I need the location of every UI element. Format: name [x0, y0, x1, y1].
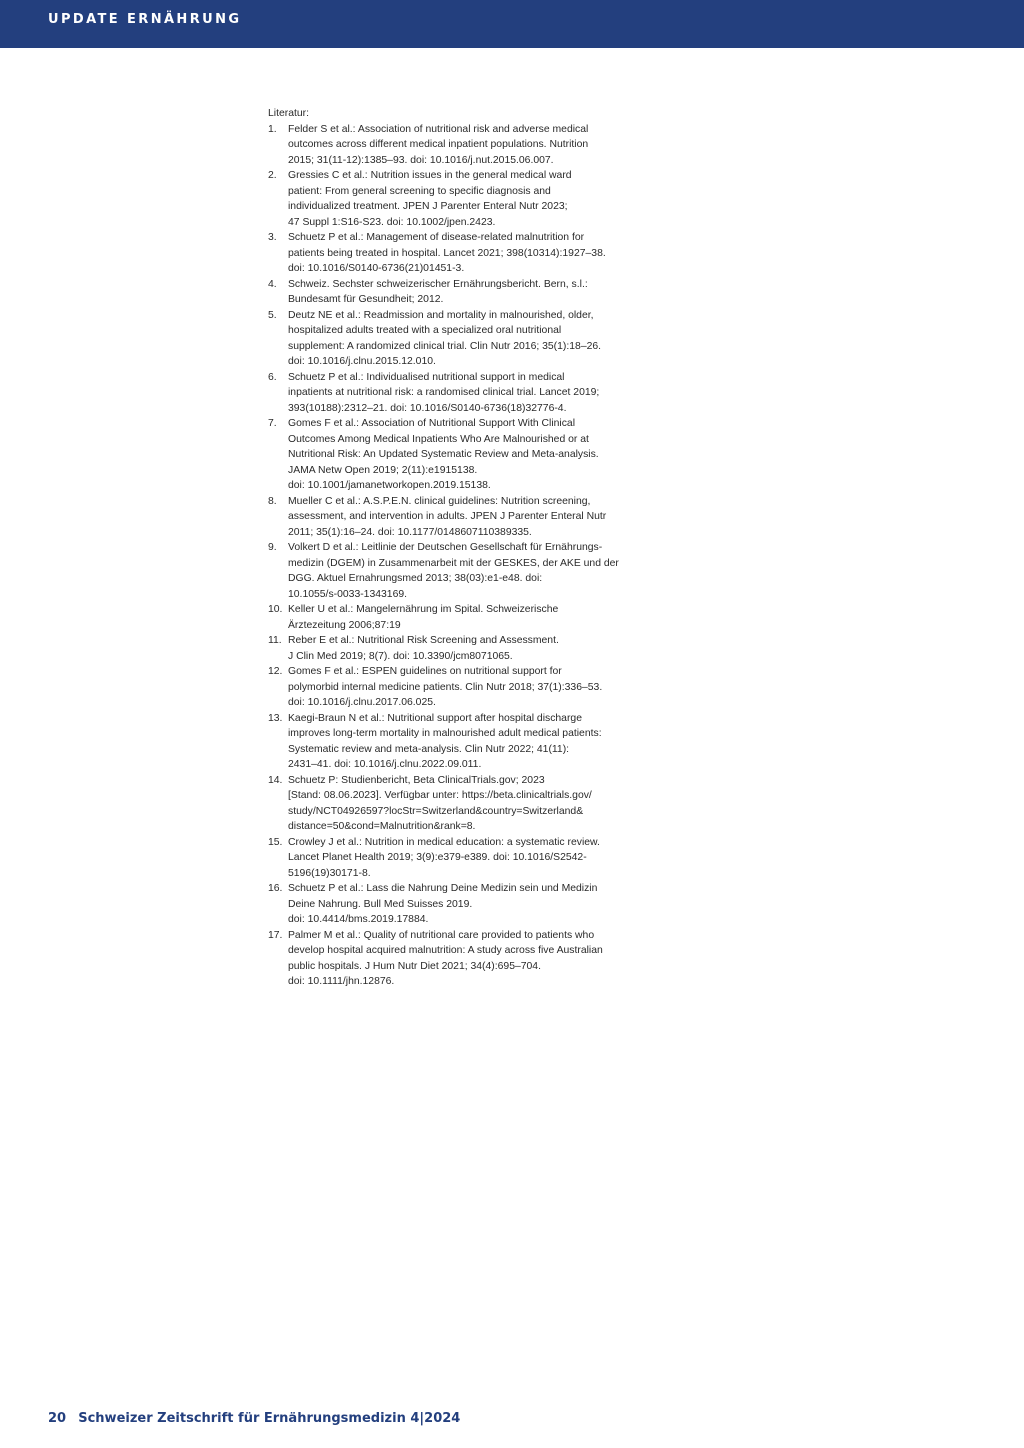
reference-number: 5. — [268, 309, 277, 321]
reference-text-line: improves long-term mortality in malnourished adult medical patients: — [288, 728, 602, 739]
reference-number: 10. — [268, 604, 283, 615]
reference-text-line: Gomes F et al.: Association of Nutritional Support With Clinical — [288, 418, 576, 429]
reference-text-line: distance=50&cond=Malnutrition&rank=8. — [288, 821, 476, 832]
reference-text-line: doi: 10.4414/bms.2019.17884. — [288, 914, 429, 925]
reference-item — [268, 370, 618, 417]
reference-number: 6. — [268, 371, 277, 383]
reference-text-line: Schweiz. Sechster schweizerischer Ernährungsbericht. Bern, s.l.: — [288, 278, 588, 290]
reference-item — [268, 664, 618, 711]
reference-item — [268, 308, 618, 370]
reference-item — [268, 711, 618, 773]
reference-text-line: patients being treated in hospital. Lancet 2021; 398(10314):1927–38. — [288, 247, 606, 259]
reference-text-line: Schuetz P et al.: Management of disease-related malnutrition for — [288, 232, 585, 243]
reference-text-line: Nutritional Risk: An Updated Systematic Review and Meta-analysis. — [288, 449, 599, 460]
reference-text-line: outcomes across different medical inpatient populations. Nutrition — [288, 139, 589, 150]
page-number: 20 — [48, 1411, 67, 1426]
reference-text-line: Palmer M et al.: Quality of nutritional care provided to patients who — [288, 929, 595, 941]
reference-text-line: Gomes F et al.: ESPEN guidelines on nutritional support for — [288, 666, 562, 677]
journal-title: Schweizer Zeitschrift für Ernährungsmedizin 4|2024 — [78, 1411, 461, 1426]
reference-text-line: Ärztezeitung 2006;87:19 — [288, 619, 401, 631]
reference-text-line: doi: 10.1016/S0140-6736(21)01451-3. — [288, 263, 465, 274]
reference-text-line: doi: 10.1111/jhn.12876. — [288, 976, 395, 987]
reference-item — [268, 494, 618, 541]
reference-text-line: DGG. Aktuel Ernahrungsmed 2013; 38(03):e1-e48. doi: — [288, 573, 543, 584]
reference-text-line: Felder S et al.: Association of nutritional risk and adverse medical — [288, 123, 589, 135]
reference-number: 15. — [268, 836, 283, 848]
reference-item — [268, 416, 618, 494]
reference-number: 11. — [268, 635, 282, 646]
reference-text-line: assessment, and intervention in adults. JPEN J Parenter Enteral Nutr — [288, 511, 607, 522]
references-heading: Literatur: — [268, 108, 310, 119]
reference-text-line: Crowley J et al.: Nutrition in medical education: a systematic review. — [288, 836, 600, 848]
header-bar — [0, 0, 1024, 48]
reference-text-line: Reber E et al.: Nutritional Risk Screening and Assessment. — [288, 635, 559, 646]
reference-list — [268, 122, 618, 990]
reference-item — [268, 881, 618, 928]
reference-text-line: 10.1055/s-0033-1343169. — [288, 588, 408, 600]
reference-text-line: Lancet Planet Health 2019; 3(9):e379-e389. doi: 10.1016/S2542- — [288, 852, 587, 863]
reference-text-line: Bundesamt für Gesundheit; 2012. — [288, 294, 444, 305]
section-title: UPDATE ERNÄHRUNG — [48, 12, 242, 27]
reference-item — [268, 835, 618, 882]
references-section — [268, 106, 618, 990]
reference-number: 9. — [268, 542, 277, 553]
reference-text-line: 2015; 31(11-12):1385–93. doi: 10.1016/j.nut.2015.06.007. — [288, 154, 554, 166]
reference-item — [268, 602, 618, 633]
reference-item — [268, 773, 618, 835]
reference-number: 14. — [268, 774, 283, 786]
reference-item — [268, 928, 618, 990]
reference-text-line: supplement: A randomized clinical trial. Clin Nutr 2016; 35(1):18–26. — [288, 340, 602, 352]
reference-text-line: Deine Nahrung. Bull Med Suisses 2019. — [288, 898, 473, 910]
reference-number: 12. — [268, 666, 283, 677]
reference-text-line: 2431–41. doi: 10.1016/j.clnu.2022.09.011. — [288, 759, 482, 770]
reference-item — [268, 122, 618, 169]
reference-number: 17. — [268, 929, 283, 941]
reference-text-line: develop hospital acquired malnutrition: A study across five Australian — [288, 945, 603, 956]
reference-text-line: Schuetz P et al.: Individualised nutritional support in medical — [288, 371, 565, 383]
reference-item — [268, 168, 618, 230]
reference-text-line: Systematic review and meta-analysis. Clin Nutr 2022; 41(11): — [288, 743, 570, 755]
reference-number: 3. — [268, 232, 277, 243]
reference-text-line: polymorbid internal medicine patients. Clin Nutr 2018; 37(1):336–53. — [288, 681, 603, 693]
reference-text-line: Volkert D et al.: Leitlinie der Deutschen Gesellschaft für Ernährungs- — [288, 542, 603, 553]
reference-text-line: 5196(19)30171-8. — [288, 867, 371, 879]
reference-text-line: Gressies C et al.: Nutrition issues in the general medical ward — [288, 170, 572, 181]
reference-item — [268, 633, 618, 664]
reference-text-line: [Stand: 08.06.2023]. Verfügbar unter: https://beta.clinicaltrials.gov/ — [288, 790, 592, 801]
reference-text-line: doi: 10.1001/jamanetworkopen.2019.15138. — [288, 480, 491, 491]
reference-number: 16. — [268, 883, 283, 894]
reference-number: 1. — [268, 123, 277, 135]
reference-text-line: J Clin Med 2019; 8(7). doi: 10.3390/jcm8071065. — [288, 650, 513, 662]
reference-text-line: individualized treatment. JPEN J Parenter Enteral Nutr 2023; — [288, 201, 568, 212]
reference-text-line: 2011; 35(1):16–24. doi: 10.1177/0148607110389335. — [288, 526, 532, 538]
reference-text-line: Keller U et al.: Mangelernährung im Spital. Schweizerische — [288, 604, 559, 615]
reference-item — [268, 230, 618, 277]
reference-text-line: Mueller C et al.: A.S.P.E.N. clinical guidelines: Nutrition screening, — [288, 495, 591, 507]
reference-text-line: study/NCT04926597?locStr=Switzerland&country=Switzerland& — [288, 805, 584, 817]
reference-item — [268, 540, 618, 602]
reference-number: 8. — [268, 495, 277, 507]
reference-text-line: hospitalized adults treated with a specialized oral nutritional — [288, 325, 562, 336]
reference-text-line: 47 Suppl 1:S16-S23. doi: 10.1002/jpen.2423. — [288, 216, 496, 228]
reference-text-line: inpatients at nutritional risk: a randomised clinical trial. Lancet 2019; — [288, 387, 600, 398]
reference-text-line: Kaegi-Braun N et al.: Nutritional support after hospital discharge — [288, 712, 582, 724]
reference-number: 7. — [268, 418, 277, 429]
reference-number: 2. — [268, 170, 277, 181]
reference-text-line: patient: From general screening to specific diagnosis and — [288, 185, 551, 197]
reference-text-line: Schuetz P et al.: Lass die Nahrung Deine Medizin sein und Medizin — [288, 883, 598, 894]
reference-text-line: Deutz NE et al.: Readmission and mortality in malnourished, older, — [288, 309, 594, 321]
reference-text-line: JAMA Netw Open 2019; 2(11):e1915138. — [288, 464, 478, 476]
reference-text-line: Schuetz P: Studienbericht, Beta ClinicalTrials.gov; 2023 — [288, 774, 545, 786]
reference-text-line: medizin (DGEM) in Zusammenarbeit mit der GESKES, der AKE und der — [288, 557, 619, 569]
reference-number: 4. — [268, 278, 277, 290]
reference-text-line: doi: 10.1016/j.clnu.2015.12.010. — [288, 356, 436, 367]
reference-text-line: 393(10188):2312–21. doi: 10.1016/S0140-6736(18)32776-4. — [288, 402, 567, 414]
reference-number: 13. — [268, 712, 283, 724]
reference-item — [268, 277, 618, 308]
reference-text-line: Outcomes Among Medical Inpatients Who Are Malnourished or at — [288, 433, 589, 445]
reference-text-line: doi: 10.1016/j.clnu.2017.06.025. — [288, 697, 436, 708]
reference-text-line: public hospitals. J Hum Nutr Diet 2021; 34(4):695–704. — [288, 960, 541, 972]
page-footer — [48, 1411, 460, 1426]
